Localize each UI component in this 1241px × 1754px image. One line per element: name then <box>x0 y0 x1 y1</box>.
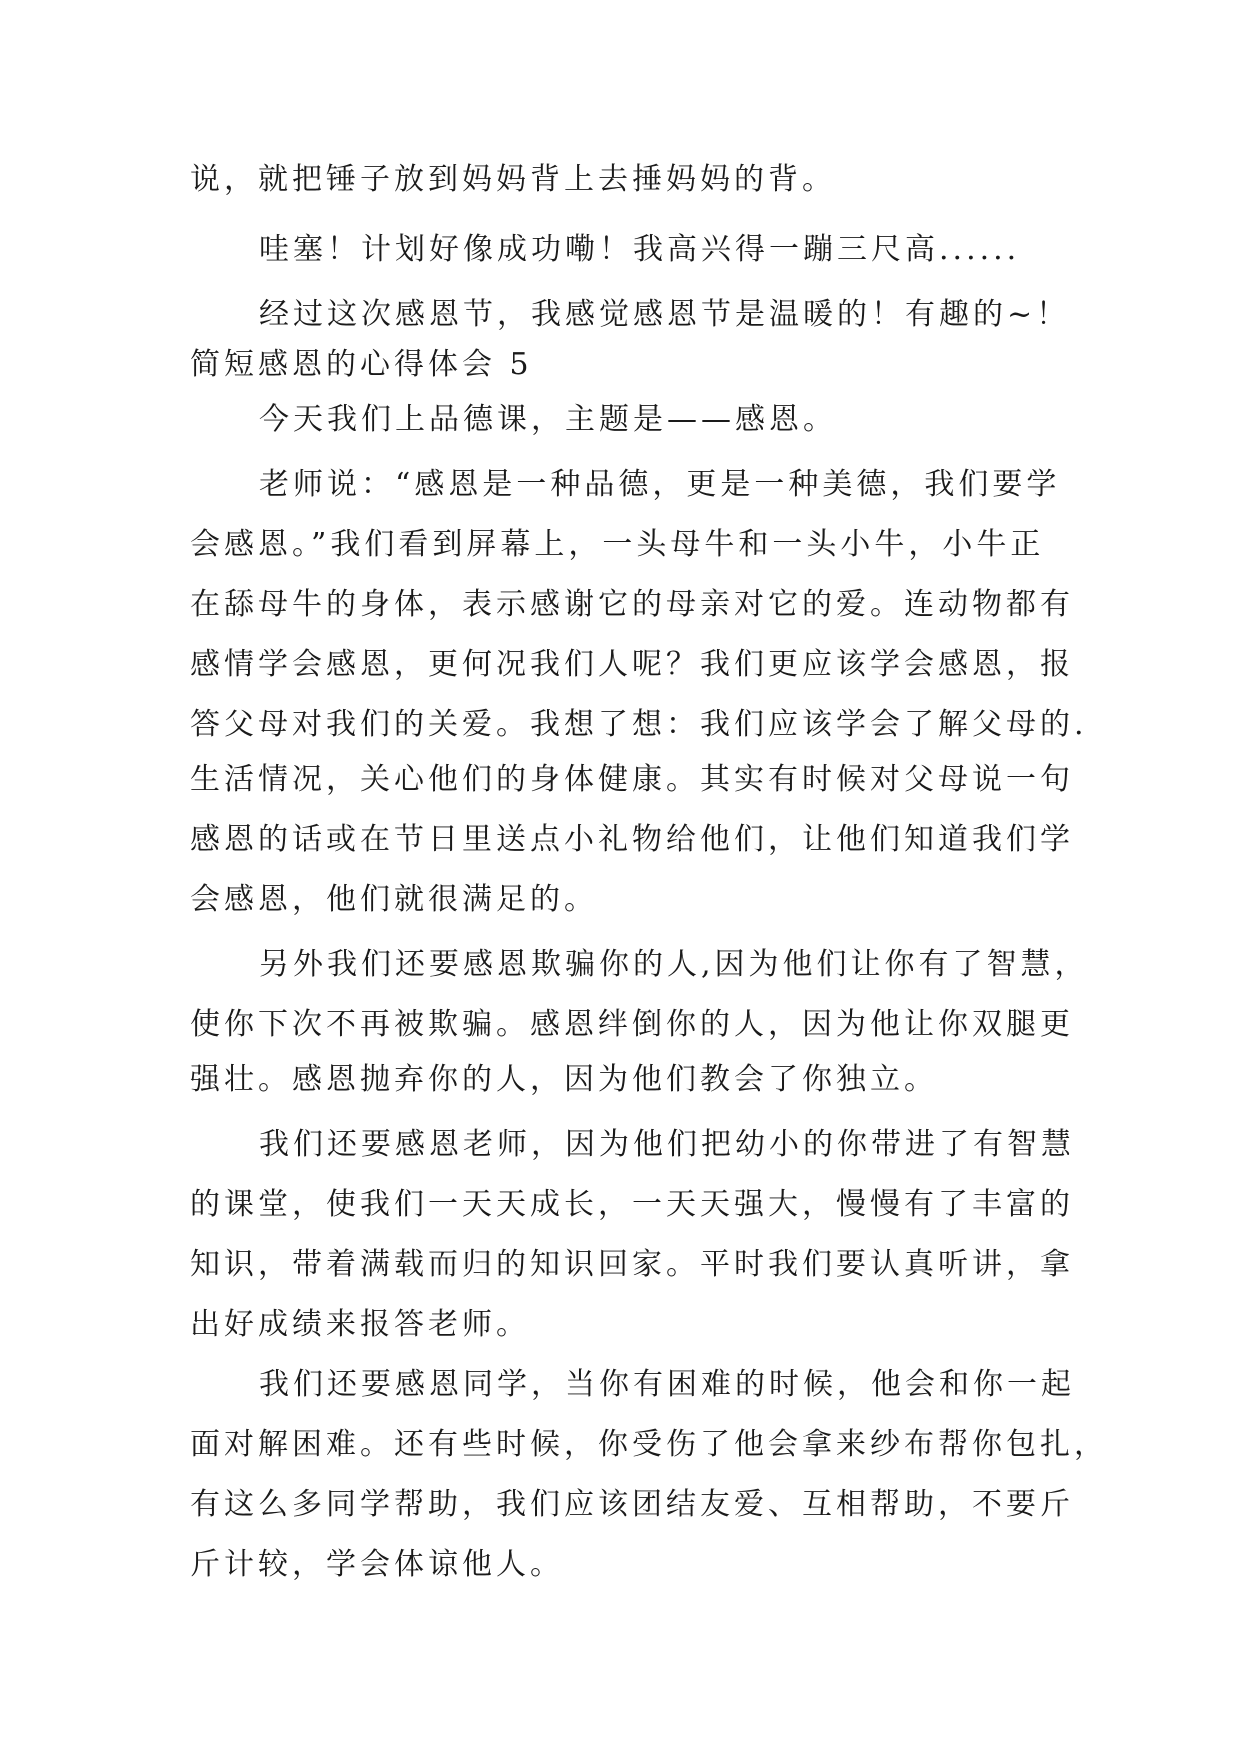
text-line: 会感恩，他们就很满足的。 <box>190 882 598 917</box>
text-line: 我们还要感恩老师，因为他们把幼小的你带进了有智慧 <box>259 1127 1075 1162</box>
text-line: 强壮。感恩抛弃你的人，因为他们教会了你独立。 <box>190 1062 938 1097</box>
text-line: 另外我们还要感恩欺骗你的人,因为他们让你有了智慧， <box>259 947 1089 982</box>
text-line: 知识，带着满载而归的知识回家。平时我们要认真听讲，拿 <box>190 1247 1074 1282</box>
text-line: 说，就把锤子放到妈妈背上去捶妈妈的背。 <box>190 162 836 197</box>
text-line: 出好成绩来报答老师。 <box>190 1307 530 1342</box>
text-line: 我们还要感恩同学，当你有困难的时候，他会和你一起 <box>259 1367 1075 1402</box>
text-line: 答父母对我们的关爱。我想了想：我们应该学会了解父母的. <box>190 707 1088 742</box>
section-heading: 简短感恩的心得体会 5 <box>190 347 533 382</box>
text-line: 斤计较，学会体谅他人。 <box>190 1547 564 1582</box>
text-line: 生活情况，关心他们的身体健康。其实有时候对父母说一句 <box>190 762 1074 797</box>
text-line: 经过这次感恩节，我感觉感恩节是温暖的！有趣的~！ <box>259 297 1071 332</box>
text-line: 感情学会感恩，更何况我们人呢？我们更应该学会感恩，报 <box>190 647 1074 682</box>
text-line: 哇塞！计划好像成功嘞！我高兴得一蹦三尺高...... <box>259 232 1021 267</box>
text-line: 感恩的话或在节日里送点小礼物给他们，让他们知道我们学 <box>190 822 1074 857</box>
text-line: 今天我们上品德课，主题是——感恩。 <box>259 402 837 437</box>
text-line: 面对解困难。还有些时候，你受伤了他会拿来纱布帮你包扎， <box>190 1427 1108 1462</box>
text-line: 老师说：“感恩是一种品德，更是一种美德，我们要学 <box>259 467 1061 502</box>
text-line: 在舔母牛的身体，表示感谢它的母亲对它的爱。连动物都有 <box>190 587 1074 622</box>
text-line: 的课堂，使我们一天天成长，一天天强大，慢慢有了丰富的 <box>190 1187 1074 1222</box>
text-line: 有这么多同学帮助，我们应该团结友爱、互相帮助，不要斤 <box>190 1487 1074 1522</box>
text-line: 使你下次不再被欺骗。感恩绊倒你的人，因为他让你双腿更 <box>190 1007 1074 1042</box>
text-line: 会感恩。”我们看到屏幕上，一头母牛和一头小牛，小牛正 <box>190 527 1045 562</box>
